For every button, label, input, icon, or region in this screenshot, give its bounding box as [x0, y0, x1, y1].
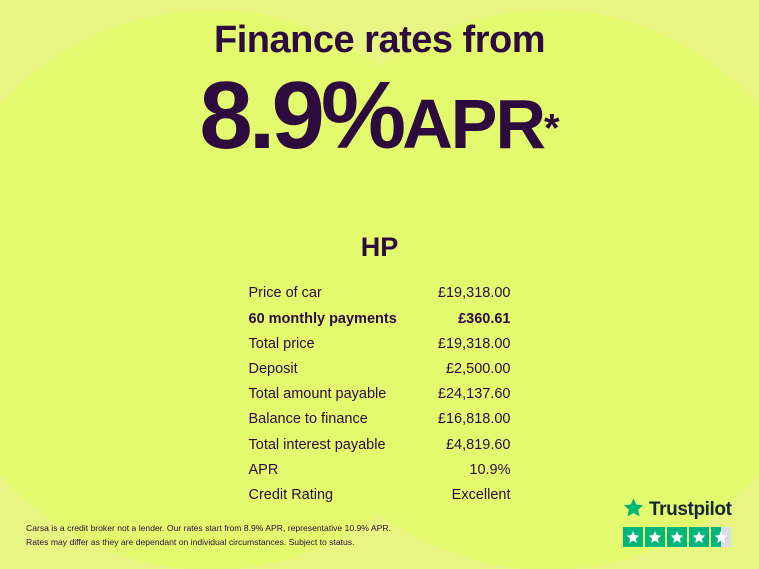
rate-percentage: 8.9% [199, 61, 403, 169]
row-value: 10.9% [469, 461, 511, 478]
row-value: £2,500.00 [445, 360, 511, 377]
row-label: Price of car [248, 285, 322, 302]
row-value: £19,318.00 [437, 335, 511, 352]
row-value: £19,318.00 [437, 285, 511, 302]
finance-breakdown-table [249, 281, 511, 508]
row-label: Total interest payable [248, 436, 386, 453]
disclaimer-line-1: Carsa is a credit broker not a lender. Our rates start from 8.9% APR, representative 10.9% APR. [26, 523, 391, 534]
row-value: Excellent [451, 486, 511, 503]
table-row [249, 356, 511, 381]
rate-apr-label: APR [402, 84, 545, 163]
row-label: Balance to finance [248, 411, 368, 428]
row-label: Total amount payable [248, 386, 387, 403]
table-row [249, 407, 511, 432]
table-row [249, 482, 511, 507]
row-value: £24,137.60 [437, 386, 511, 403]
trustpilot-name: Trustpilot [649, 499, 732, 520]
table-row [249, 331, 511, 356]
star-icon [689, 527, 709, 547]
table-row [249, 432, 511, 457]
rate-asterisk: * [544, 106, 560, 151]
row-label: Total price [248, 335, 315, 352]
page-title: Finance rates from [214, 19, 545, 61]
disclaimer [26, 522, 391, 549]
star-icon [623, 497, 644, 523]
table-row [249, 306, 511, 331]
row-label: 60 monthly payments [248, 310, 397, 327]
row-value: £16,818.00 [437, 411, 511, 428]
row-value: £4,819.60 [445, 436, 511, 453]
row-label: Credit Rating [248, 486, 334, 503]
trustpilot-logo [623, 497, 733, 523]
star-half-icon [711, 527, 731, 547]
star-icon [667, 527, 687, 547]
disclaimer-line-2: Rates may differ as they are dependant on individual circumstances. Subject to status. [26, 536, 355, 547]
trustpilot-stars [623, 527, 733, 547]
table-row [249, 382, 511, 407]
plan-type-title: HP [360, 231, 399, 262]
row-value: £360.61 [458, 310, 511, 327]
row-label: APR [248, 461, 279, 478]
star-icon [623, 527, 643, 547]
table-row [249, 457, 511, 482]
row-label: Deposit [248, 360, 298, 377]
table-row [249, 281, 511, 306]
trustpilot-rating [623, 497, 733, 547]
star-icon [645, 527, 665, 547]
rate-display [0, 61, 759, 169]
